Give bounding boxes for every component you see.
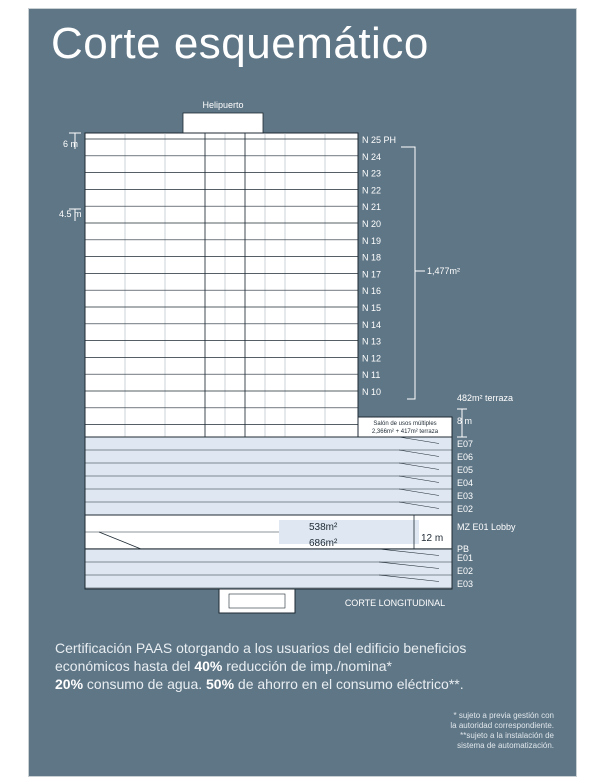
- lower-parking-labels: [457, 553, 473, 589]
- floor-label: N 10: [362, 387, 382, 397]
- section-diagram: [29, 9, 576, 629]
- floor-label: N 11: [362, 370, 381, 381]
- tower-area-label: 1,477m²: [427, 266, 461, 276]
- floor-label: N 13: [362, 336, 382, 347]
- tower-body: [85, 133, 358, 437]
- floor-label: N 22: [362, 185, 382, 196]
- floor-label: N 18: [362, 252, 382, 263]
- floor-height-dimension: 4.5 m: [59, 209, 82, 219]
- parking-level-label: E07: [457, 439, 474, 449]
- floor-label: N 25 PH: [362, 135, 397, 145]
- top-height-dimension: 6 m: [63, 139, 79, 149]
- floor-label: N 21: [362, 202, 382, 213]
- section-title: CORTE LONGITUDINAL: [344, 598, 446, 608]
- lobby-area-shading: [279, 520, 419, 544]
- ground-label: PB: [457, 544, 470, 554]
- parking-level-label: E03: [457, 491, 474, 501]
- parking-level-label: E02: [457, 504, 474, 514]
- heliport-label: Helipuerto: [202, 100, 244, 110]
- tax-reduction-value: 40%: [194, 658, 223, 674]
- certification-text: Certificación PAAS otorgando a los usuarios del edificio beneficios económicos hasta del 40% reducción de imp./nomina* 20% consumo de agua. 50% de ahorro en el consumo eléctrico**.: [55, 640, 467, 692]
- area-686: 686m²: [309, 538, 338, 549]
- floor-label: N 24: [362, 151, 382, 162]
- salon-area: 2,366m² + 417m² terraza: [371, 429, 439, 435]
- mezzanine-label: MZ E01 Lobby: [457, 522, 516, 532]
- floor-label: N 17: [362, 269, 382, 280]
- info-line-1: Certificación PAAS otorgando a los usuarios del edificio beneficios: [55, 640, 467, 656]
- parking-level-label: E02: [457, 566, 474, 576]
- floor-label: N 15: [362, 303, 382, 313]
- page-title: Corte esquemático: [51, 19, 429, 68]
- floor-label: N 12: [362, 353, 382, 364]
- foundation-pit: [219, 589, 295, 613]
- salon-label: Salón de usos múltiples: [373, 421, 437, 427]
- floor-label: N 23: [362, 168, 382, 179]
- lower-parking-block: [85, 549, 452, 589]
- footnotes: * sujeto a previa gestión con la autoridad correspondiente. **sujeto a la instalación de sistema de automatización.: [450, 711, 554, 750]
- parking-level-label: E01: [457, 553, 474, 563]
- floor-label: N 16: [362, 286, 382, 297]
- parking-level-label: E04: [457, 478, 474, 488]
- floor-label: N 20: [362, 219, 382, 229]
- terrace-label: 482m² terraza: [457, 393, 514, 403]
- floor-labels: [362, 135, 396, 397]
- parking-level-label: E03: [457, 579, 474, 589]
- lobby-height-label: 12 m: [421, 533, 444, 544]
- water-saving-value: 20%: [55, 676, 84, 692]
- podium-height-dimension: 8 m: [457, 416, 473, 426]
- energy-saving-value: 50%: [206, 676, 235, 692]
- floor-label: N 14: [362, 319, 382, 330]
- brochure-page: [28, 8, 577, 777]
- heliport-structure: [183, 113, 263, 133]
- tower-area-bracket: [401, 147, 415, 399]
- parking-level-label: E06: [457, 452, 474, 462]
- floor-label: N 19: [362, 235, 382, 246]
- parking-level-label: E05: [457, 465, 474, 475]
- upper-parking-labels: [457, 439, 473, 514]
- area-538: 538m²: [309, 522, 338, 533]
